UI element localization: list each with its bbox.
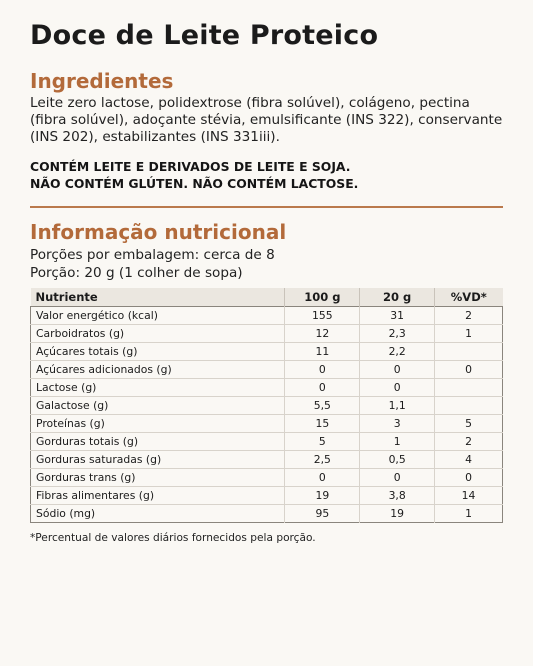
nutrition-table-header	[31, 288, 503, 307]
nutrient-name-cell: Açúcares adicionados (g)	[31, 361, 285, 379]
serving-size: Porção: 20 g (1 colher de sopa)	[30, 264, 243, 281]
per-serving-cell: 31	[360, 307, 435, 325]
table-row	[31, 361, 503, 379]
section-divider	[30, 206, 503, 208]
ingredients-text: Leite zero lactose, polidextrose (fibra solúvel), colágeno, pectina (fibra solúvel), adoçante stévia, emulsificante (INS 322), conservante (INS 202), estabilizantes (INS 331iii).	[30, 95, 503, 145]
column-header-nutrient: Nutriente	[31, 288, 285, 307]
table-row	[31, 433, 503, 451]
daily-value-cell: 14	[435, 487, 503, 505]
per-serving-cell: 0,5	[360, 451, 435, 469]
nutrition-heading: Informação nutricional	[30, 220, 287, 244]
per-100g-cell: 5	[285, 433, 360, 451]
per-100g-cell: 2,5	[285, 451, 360, 469]
table-row	[31, 415, 503, 433]
per-100g-cell: 11	[285, 343, 360, 361]
per-100g-cell: 12	[285, 325, 360, 343]
per-serving-cell: 1	[360, 433, 435, 451]
daily-value-cell: 0	[435, 469, 503, 487]
daily-value-cell: 2	[435, 433, 503, 451]
serving-info	[30, 247, 503, 282]
per-100g-cell: 19	[285, 487, 360, 505]
daily-value-cell: 0	[435, 361, 503, 379]
per-serving-cell: 2,3	[360, 325, 435, 343]
per-serving-cell: 0	[360, 469, 435, 487]
per-serving-cell: 1,1	[360, 397, 435, 415]
allergen-warning-1: CONTÉM LEITE E DERIVADOS DE LEITE E SOJA.	[30, 159, 351, 174]
table-row	[31, 325, 503, 343]
per-100g-cell: 0	[285, 361, 360, 379]
allergen-warnings	[30, 159, 503, 192]
per-100g-cell: 155	[285, 307, 360, 325]
nutrition-table	[30, 288, 503, 523]
servings-per-package: Porções por embalagem: cerca de 8	[30, 247, 275, 263]
nutrient-name-cell: Galactose (g)	[31, 397, 285, 415]
daily-value-cell: 1	[435, 325, 503, 343]
nutrient-name-cell: Valor energético (kcal)	[36, 309, 158, 322]
column-header-per-serving: 20 g	[360, 288, 435, 307]
per-100g-cell: 15	[285, 415, 360, 433]
daily-value-cell: 5	[435, 415, 503, 433]
column-header-daily-value: %VD*	[435, 288, 503, 307]
daily-value-cell: 1	[435, 505, 503, 523]
nutrition-table-body	[31, 307, 503, 523]
footnote: *Percentual de valores diários fornecidos pela porção.	[30, 532, 316, 544]
nutrient-name-cell: Fibras alimentares (g)	[31, 487, 285, 505]
per-100g-cell: 0	[285, 379, 360, 397]
header-row	[31, 288, 503, 307]
daily-value-cell: 4	[435, 451, 503, 469]
table-row	[31, 451, 503, 469]
table-row	[31, 397, 503, 415]
daily-value-cell	[435, 343, 503, 361]
per-serving-cell: 0	[360, 379, 435, 397]
nutrient-name-cell: Gorduras saturadas (g)	[31, 451, 285, 469]
per-serving-cell: 0	[360, 361, 435, 379]
nutrient-name-cell: Açúcares totais (g)	[31, 343, 285, 361]
per-serving-cell: 3,8	[360, 487, 435, 505]
nutrient-name-cell: Proteínas (g)	[31, 415, 285, 433]
nutrient-name-cell: Gorduras totais (g)	[31, 433, 285, 451]
nutrient-name-cell: Sódio (mg)	[31, 505, 285, 523]
ingredients-heading: Ingredientes	[30, 69, 174, 93]
per-serving-cell: 2,2	[360, 343, 435, 361]
per-serving-cell: 19	[360, 505, 435, 523]
per-serving-cell: 3	[360, 415, 435, 433]
product-title: Doce de Leite Proteico	[30, 20, 379, 51]
nutrient-name-cell: Carboidratos (g)	[31, 325, 285, 343]
per-100g-cell: 5,5	[285, 397, 360, 415]
allergen-warning-2: NÃO CONTÉM GLÚTEN. NÃO CONTÉM LACTOSE.	[30, 175, 359, 191]
daily-value-cell: 2	[435, 307, 503, 325]
per-100g-cell: 0	[285, 469, 360, 487]
per-100g-cell: 95	[285, 505, 360, 523]
table-row	[31, 487, 503, 505]
daily-value-cell	[435, 397, 503, 415]
daily-value-cell	[435, 379, 503, 397]
table-row	[31, 379, 503, 397]
table-row	[31, 307, 503, 325]
table-row	[31, 469, 503, 487]
column-header-per-100g: 100 g	[285, 288, 360, 307]
nutrient-name-cell: Gorduras trans (g)	[31, 469, 285, 487]
table-row	[31, 343, 503, 361]
table-row	[31, 505, 503, 523]
nutrient-name-cell: Lactose (g)	[31, 379, 285, 397]
